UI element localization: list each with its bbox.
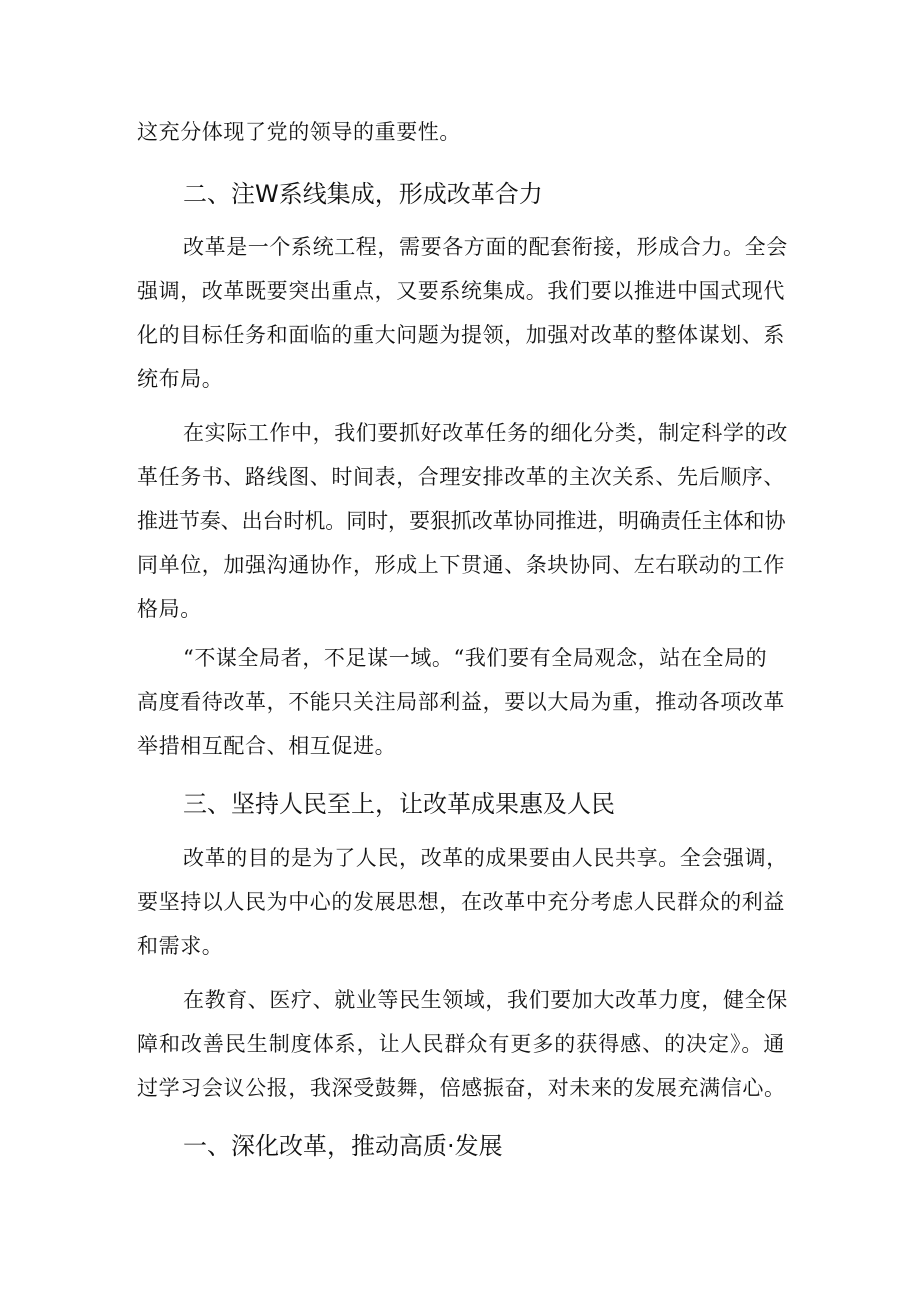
paragraph-line: “不谋全局者，不足谋一域。“我们要有全局观念，站在全局的 [183,646,768,670]
section-heading-1: 一、深化改革，推动高质·发展 [183,1132,503,1160]
paragraph-line: 在实际工作中，我们要抓好改革任务的细化分类，制定科学的改 [183,421,788,445]
paragraph-line: 要坚持以人民为中心的发展思想，在改革中充分考虑人民群众的利益 [137,890,785,914]
paragraph-line: 过学习会议公报，我深受鼓舞，倍感振奋，对未来的发展充满信心。 [137,1076,785,1100]
section-heading-2: 二、注W系线集成，形成改革合力 [183,180,543,208]
paragraph-line: 革任务书、路线图、时间表，合理安排改革的主次关系、先后顺序、 [137,465,785,489]
paragraph-line: 举措相互配合、相互促进。 [137,734,397,758]
paragraph-line: 高度看待改革，不能只关注局部利益，要以大局为重，推动各项改革 [137,690,785,714]
paragraph-line: 强调，改革既要突出重点，又要系统集成。我们要以推进中国式现代 [137,279,785,303]
paragraph-line: 在教育、医疗、就业等民生领域，我们要加大改革力度，健全保 [183,988,788,1012]
paragraph-line: 改革是一个系统工程，需要各方面的配套衔接，形成合力。全会 [183,235,788,259]
paragraph-line: 推进节奏、出台时机。同时，要狠抓改革协同推进，明确责任主体和协 [137,509,785,533]
paragraph-line: 化的目标任务和面临的重大问题为提领，加强对改革的整体谋划、系 [137,323,785,347]
paragraph-line: 这充分体现了党的领导的重要性。 [137,120,461,144]
paragraph-line: 统布局。 [137,367,224,391]
paragraph-line: 障和改善民生制度体系，让人民群众有更多的获得感、的决定》。通 [137,1032,785,1056]
paragraph-line: 格局。 [137,597,202,621]
paragraph-line: 同单位，加强沟通协作，形成上下贯通、条块协同、左右联动的工作 [137,553,785,577]
paragraph-line: 改革的目的是为了人民，改革的成果要由人民共享。全会强调， [183,846,788,870]
paragraph-line: 和需求。 [137,934,224,958]
section-heading-3: 三、坚持人民至上，让改革成果惠及人民 [183,790,615,818]
